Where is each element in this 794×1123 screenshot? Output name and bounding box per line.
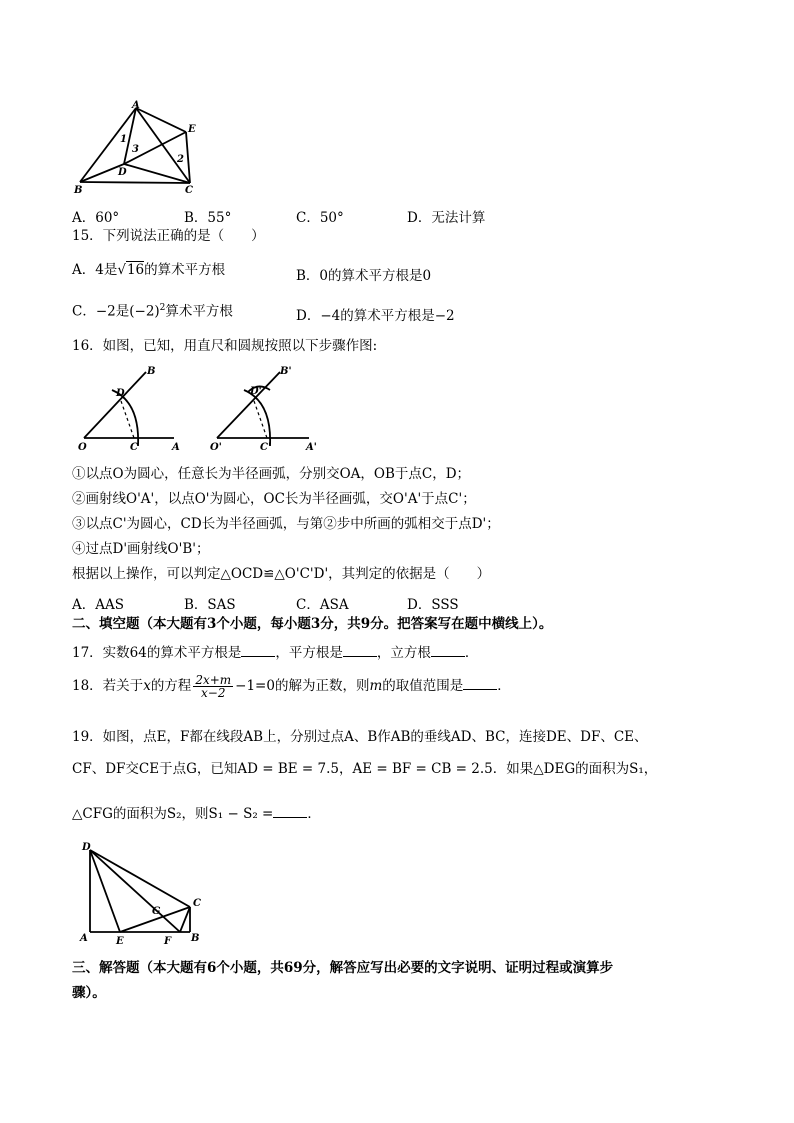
q16-question: 根据以上操作，可以判定△OCD≌△O'C'D'，其判定的依据是（ ） [72, 566, 491, 582]
q19-line-2: CF、DF交CE于点G，已知AD = BE = 7.5，AE = BF = CB = 2.5．如果△DEG的面积为S₁， [72, 761, 658, 777]
q14-option-c: C．50° [296, 210, 344, 226]
seg-dc [90, 850, 190, 907]
label-a: A [132, 100, 140, 111]
label-o-prime: O' [210, 442, 222, 453]
answer-blank [431, 644, 465, 657]
ray-o2b2 [217, 372, 280, 438]
q15-stem: 15．下列说法正确的是（ ） [72, 228, 265, 244]
q17-part-3: ，立方根 [376, 645, 431, 661]
q17-part-2: ，平方根是 [275, 645, 343, 661]
q18-var-m: m [369, 678, 383, 694]
label-c: C [193, 898, 201, 909]
q15-option-b: B．0的算术平方根是0 [296, 268, 432, 284]
label-b-prime: B' [280, 366, 292, 377]
label-c: C [130, 442, 138, 453]
label-d: D [118, 167, 127, 178]
label-d: D [116, 388, 125, 399]
q19-figure [76, 838, 210, 946]
q15-c-exp: 2 [159, 303, 166, 313]
q18-part-4: 的取值范围是 [382, 678, 464, 694]
section-3-heading-line-2: 骤）。 [72, 985, 106, 1001]
q16-option-b: B．SAS [184, 597, 236, 613]
q17-part-4: ． [464, 645, 479, 661]
section-2-heading: 二、填空题（本大题有3个小题，每小题3分，共9分。把答案写在题中横线上）。 [72, 616, 553, 632]
q15-c-suffix: 算术平方根 [165, 303, 233, 320]
seg-de [90, 850, 120, 932]
q14-option-d: D．无法计算 [407, 210, 486, 226]
q19-line-3b: ． [307, 806, 321, 822]
q15-a-prefix: A．4是 [72, 262, 118, 278]
q15-c-base: (−2) [129, 303, 160, 320]
label-b: B [147, 366, 156, 377]
label-c-prime: C' [260, 442, 272, 453]
q16-option-d: D．SSS [407, 597, 459, 613]
answer-blank [463, 677, 497, 690]
angle-3: 3 [132, 144, 139, 155]
answer-blank [241, 644, 275, 657]
label-a: A [80, 933, 88, 944]
answer-blank [273, 805, 307, 818]
q16-step-4: ④过点D'画射线O'B'； [72, 541, 210, 557]
angle-1: 1 [120, 134, 127, 145]
q16-step-1: ①以点O为圆心，任意长为半径画弧，分别交OA，OB于点C，D； [72, 466, 471, 482]
label-a-prime: A' [306, 442, 317, 453]
seg-bc [80, 182, 190, 183]
section-3-heading-line-1: 三、解答题（本大题有6个小题，共69分，解答应写出必要的文字说明、证明过程或演算步 [72, 960, 614, 976]
q16-figure [72, 362, 332, 456]
answer-blank [343, 644, 377, 657]
seg-cd [121, 401, 134, 438]
sqrt-sign: √ [117, 262, 126, 278]
q15-option-d: D．−4的算术平方根是−2 [296, 308, 455, 324]
label-a: A [172, 442, 180, 453]
label-e: E [188, 124, 196, 135]
label-f: F [164, 936, 172, 946]
label-d-prime: D' [250, 386, 262, 397]
seg-df [90, 850, 180, 932]
label-b: B [74, 185, 83, 196]
q18-denominator: x−2 [201, 686, 226, 700]
q19-line-1: 19．如图，点E，F都在线段AB上，分别过点A、B作AB的垂线AD、BC，连接DE、DF、CE、 [72, 729, 648, 745]
q18-var-x: x [143, 678, 151, 694]
angle-2: 2 [177, 154, 184, 165]
q15-option-c [72, 304, 233, 319]
q19-line-3a: △CFG的面积为S₂，则S₁ − S₂ = [72, 806, 274, 822]
q16-option-a: A．AAS [72, 597, 124, 613]
label-o: O [78, 442, 87, 453]
label-g: G [152, 906, 161, 917]
q16-step-3: ③以点C'为圆心，CD长为半径画弧，与第②步中所画的弧相交于点D'； [72, 516, 500, 532]
q19-line-3 [72, 805, 321, 822]
seg-ec [186, 132, 190, 183]
q15-a-suffix: 的算术平方根 [144, 262, 226, 278]
q18-part-5: ． [497, 678, 511, 694]
q17 [72, 644, 478, 661]
q17-part-1: 17．实数64的算术平方根是 [72, 645, 242, 661]
seg-ac [136, 108, 190, 183]
seg-ae [136, 108, 186, 132]
label-e: E [116, 936, 124, 946]
q14-option-b: B．55° [184, 210, 232, 226]
q15-option-a [72, 264, 225, 278]
q18-part-2: 的方程 [150, 678, 192, 694]
label-b: B [191, 933, 200, 944]
q14-figure [72, 100, 212, 196]
seg-c2d2 [254, 401, 267, 438]
q18-fraction [193, 674, 233, 699]
q16-option-c: C．ASA [296, 597, 349, 613]
q16-stem: 16．如图，已知，用直尺和圆规按照以下步骤作图: [72, 338, 378, 354]
label-d: D [82, 842, 91, 853]
q16-step-2: ②画射线O'A'，以点O'为圆心，OC长为半径画弧，交O'A'于点C'； [72, 491, 476, 507]
label-c: C [185, 185, 193, 196]
q18 [72, 674, 511, 699]
q15-c-prefix: C．−2是 [72, 303, 130, 320]
q14-option-a: A．60° [72, 210, 120, 226]
q18-numerator: 2x+m [195, 673, 232, 687]
q18-part-1: 18．若关于 [72, 678, 144, 694]
q18-part-3: −1=0的解为正数，则 [235, 678, 370, 694]
sqrt-radicand: 16 [126, 262, 145, 278]
seg-dc [124, 164, 190, 183]
